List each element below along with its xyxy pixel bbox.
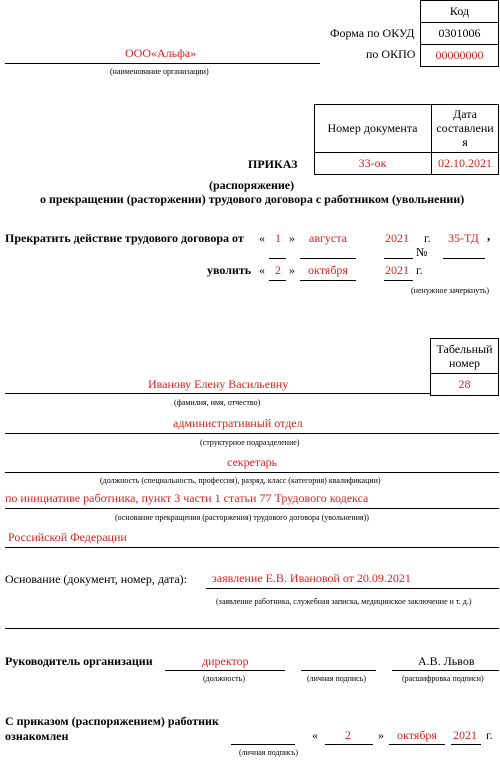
acquaint-label-line1: С приказом (распоряжением) работник: [5, 714, 219, 728]
department-line: [5, 433, 499, 434]
dismiss-quote-open: «: [259, 263, 265, 277]
dismiss-year-line: [384, 280, 413, 281]
head-position: директор: [202, 654, 249, 668]
dismiss-year: 2021: [385, 263, 409, 277]
ground-line: [5, 508, 499, 509]
position-value: секретарь: [227, 455, 278, 469]
acquaint-month-line: [389, 744, 445, 745]
tab-number-header: Табельный номер: [436, 341, 493, 370]
doc-date-header: Дата составлени я: [436, 107, 494, 149]
contract-number-line: [443, 258, 485, 259]
head-signature-line: [301, 670, 376, 671]
contract-comma: ,: [487, 228, 491, 243]
contract-quote-open: «: [259, 231, 265, 245]
acquaint-day-line: [325, 744, 373, 745]
acquaint-quote-close: »: [378, 728, 384, 742]
acquaint-month: октября: [397, 728, 437, 742]
okud-label: Форма по ОКУД: [330, 26, 415, 40]
contract-year-line: [384, 258, 413, 259]
position-line: [5, 472, 499, 473]
acquaint-signature-caption: (личная подпись): [239, 748, 299, 757]
head-position-caption: (должность): [203, 674, 245, 683]
dismiss-quote-close: »: [289, 263, 295, 277]
department-value: административный отдел: [173, 416, 303, 430]
employee-name-line: [5, 393, 430, 394]
organization-name: ООО«Альфа»: [125, 46, 197, 60]
dismiss-label: уволить: [207, 263, 252, 277]
employee-name: Иванову Елену Васильевну: [148, 377, 289, 391]
basis-value: заявление Е.В. Ивановой от 20.09.2021: [212, 571, 411, 585]
contract-day-line: [269, 258, 286, 259]
contract-number-sign: №: [416, 245, 428, 259]
dismiss-day: 2: [275, 263, 281, 277]
dismiss-month: октября: [308, 263, 348, 277]
acquaint-quote-open: «: [312, 728, 318, 742]
okpo-value: 00000000: [435, 47, 484, 62]
acquaint-year-suffix: г.: [486, 728, 493, 742]
acquaint-year-line: [451, 744, 481, 745]
basis-label: Основание (документ, номер, дата):: [5, 572, 187, 586]
acquaint-day: 2: [345, 728, 351, 742]
contract-year-suffix: г.: [424, 231, 431, 245]
okpo-label: по ОКПО: [366, 47, 416, 61]
doc-number-header: Номер документа: [327, 120, 418, 135]
basis-line: [206, 588, 499, 589]
head-position-line: [165, 670, 285, 671]
organization-caption: (наименование организации): [110, 67, 209, 76]
title-sub: (распоряжение): [209, 178, 295, 192]
basis-bottom-line: [5, 628, 499, 629]
okud-value: 0301006: [438, 25, 481, 40]
acquaint-year: 2021: [453, 728, 477, 742]
acquaint-label-line2: ознакомлен: [5, 729, 69, 743]
tab-number-value: 28: [458, 377, 471, 391]
doc-date-value: 02.10.2021: [438, 156, 492, 170]
head-signature-caption: (личная подпись): [307, 674, 367, 683]
dismiss-month-line: [300, 280, 356, 281]
basis-caption: (заявление работника, служебная записка, медицинское заключение и т. д.): [216, 597, 472, 606]
dismiss-note: (ненужное зачеркнуть): [411, 286, 490, 295]
title-main: ПРИКАЗ: [248, 157, 298, 171]
contract-label: Прекратить действие трудового договора от: [5, 231, 244, 245]
ground-cont-line: [5, 547, 499, 548]
head-name-caption: (расшифровка подписи): [402, 674, 484, 683]
contract-number: 35-ТД: [448, 231, 479, 245]
ground-caption: (основание прекращения (расторжения) трудового договора (увольнения)): [115, 513, 369, 522]
contract-day: 1: [275, 231, 281, 245]
department-caption: (структурное подразделение): [200, 438, 300, 447]
dismiss-day-line: [269, 280, 286, 281]
head-name: А.В. Львов: [418, 654, 475, 668]
acquaint-signature-line: [231, 744, 295, 745]
title-desc: о прекращении (расторжении) трудового договора с работником (увольнении): [40, 192, 465, 206]
head-label: Руководитель организации: [5, 654, 153, 668]
contract-month-line: [300, 258, 356, 259]
organization-line: [5, 63, 320, 64]
head-name-line: [392, 670, 499, 671]
contract-year: 2021: [385, 231, 409, 245]
contract-month: августа: [309, 231, 347, 245]
contract-quote-close: »: [289, 231, 295, 245]
dismiss-year-suffix: г.: [416, 263, 423, 277]
position-caption: (должность (специальность, профессия), разряд, класс (категория) квалификации): [100, 476, 381, 485]
doc-number-value: 33-ок: [358, 156, 387, 170]
ground-value: по инициативе работника, пункт 3 части 1 статьи 77 Трудового кодекса: [5, 491, 369, 505]
codes-kod-header: Код: [449, 3, 470, 18]
ground-continuation: Российской Федерации: [8, 530, 127, 544]
employee-name-caption: (фамилия, имя, отчество): [174, 398, 261, 407]
